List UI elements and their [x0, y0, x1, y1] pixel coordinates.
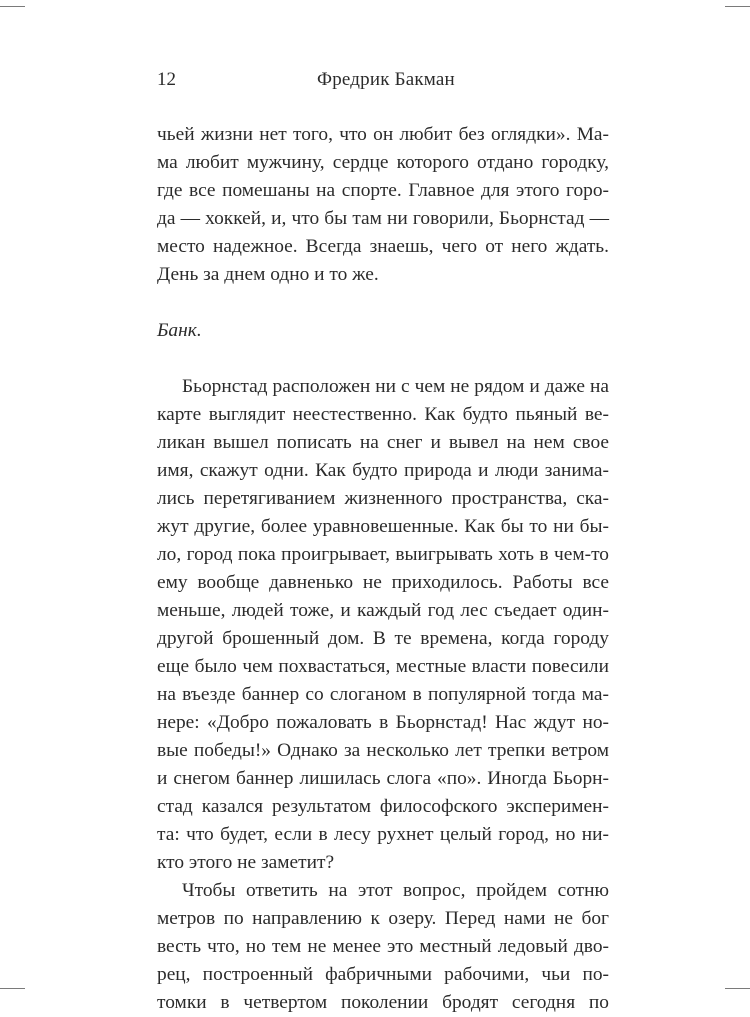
section-break: [157, 289, 609, 317]
text-line: место надежное. Всегда знаешь, чего от него ждать.: [157, 236, 609, 257]
text-line: метров по направлению к озеру. Перед нами не бог: [157, 908, 609, 929]
text-line: карте выглядит неестественно. Как будто пьяный ве-: [157, 404, 609, 425]
text-line: да — хоккей, и, что бы там ни говорили, Бьорнстад —: [157, 208, 609, 229]
text-line: рец, построенный фабричными рабочими, чьи по-: [157, 964, 609, 985]
text-line: лись перетягиванием жизненного пространства, ска-: [157, 488, 609, 509]
paragraph: [157, 877, 609, 1017]
text-line: жут другие, более уравновешенные. Как бы то ни бы-: [157, 516, 609, 537]
text-line: весть что, но тем не менее это местный ледовый дво-: [157, 936, 609, 957]
text-line: стад казался результатом философского эксперимен-: [157, 796, 609, 817]
crop-mark-bottom-left: [0, 988, 25, 989]
crop-mark-bottom-right: [725, 988, 750, 989]
text-line: ликан вышел пописать на снег и вывел на нем свое: [157, 432, 609, 453]
text-line: ему вообще давненько не приходилось. Работы все: [157, 572, 609, 593]
text-line: Чтобы ответить на этот вопрос, пройдем сотню: [182, 880, 609, 901]
page-number: 12: [157, 69, 176, 90]
crop-mark-top-right: [725, 6, 750, 7]
text-line: Бьорнстад расположен ни с чем не рядом и даже на: [182, 376, 609, 397]
text-line: на въезде баннер со слоганом в популярной тогда ма-: [157, 684, 609, 705]
running-head: [157, 68, 609, 92]
paragraph: [157, 373, 609, 877]
text-line: кто этого не заметит?: [157, 852, 335, 873]
text-line: еще было чем похвастаться, местные власти повесили: [157, 656, 609, 677]
text-line: чьей жизни нет того, что он любит без оглядки». Ма-: [157, 124, 609, 145]
text-line: нере: «Добро пожаловать в Бьорнстад! Нас ждут но-: [157, 712, 609, 733]
text-line: и снегом баннер лишилась слога «по». Иногда Бьорн-: [157, 768, 609, 789]
text-line: ло, город пока проигрывает, выигрывать хоть в чем-то: [157, 544, 609, 565]
continued-paragraph: [157, 121, 609, 289]
text-line: другой брошенный дом. В те времена, когда городу: [157, 628, 609, 649]
text-line: томки в четвертом поколении бродят сегодня по: [157, 992, 609, 1013]
author-name: Фредрик Бакман: [317, 69, 455, 90]
text-line: та: что будет, если в лесу рухнет целый город, но ни-: [157, 824, 609, 845]
scene-label: Банк.: [157, 320, 202, 341]
body-text: [157, 121, 609, 1017]
text-line: меньше, людей тоже, и каждый год лес съедает один-: [157, 600, 609, 621]
section-break: [157, 345, 609, 373]
crop-mark-top-left: [0, 6, 25, 7]
text-line: ма любит мужчину, сердце которого отдано городку,: [157, 152, 609, 173]
text-line: имя, скажут одни. Как будто природа и люди занима-: [157, 460, 609, 481]
text-line: День за днем одно и то же.: [157, 264, 379, 285]
text-line: где все помешаны на спорте. Главное для этого горо-: [157, 180, 609, 201]
text-line: вые победы!» Однако за несколько лет трепки ветром: [157, 740, 609, 761]
